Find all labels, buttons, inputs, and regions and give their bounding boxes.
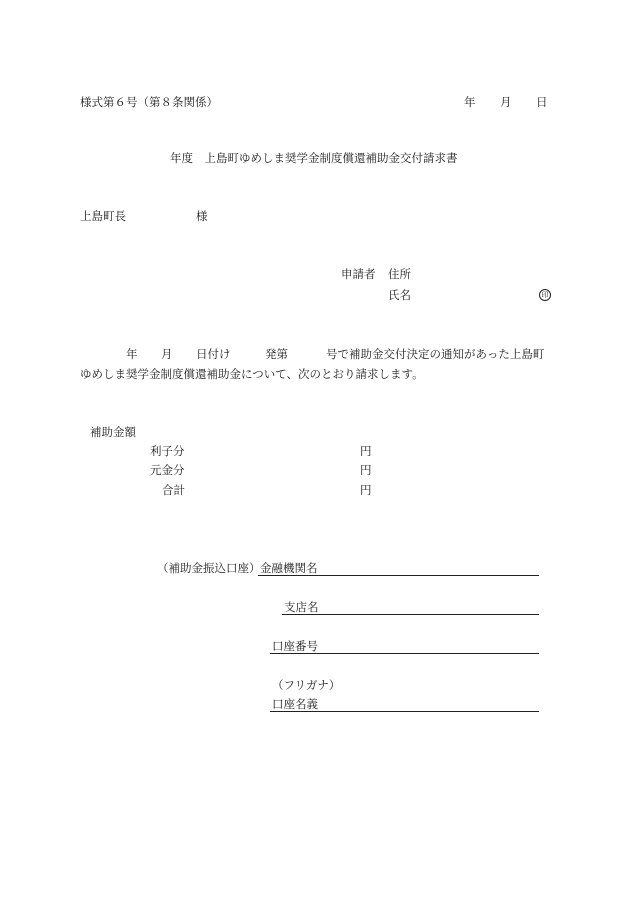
account-branch-label: 支店名 — [284, 600, 319, 614]
amount-interest-label: 利子分 — [150, 444, 185, 458]
amount-total-label: 合計 — [162, 483, 185, 497]
amount-principal-label: 元金分 — [150, 463, 185, 477]
amount-heading: 補助金額 — [90, 425, 136, 439]
applicant-role: 申請者 — [341, 267, 376, 281]
body-line1-tail: 号で補助金交付決定の通知があった上島町 — [326, 347, 545, 361]
account-number-line — [270, 653, 539, 654]
date-year-label: 年 — [464, 95, 476, 109]
applicant-address-label: 住所 — [388, 267, 411, 281]
account-bank-name-label: 金融機関名 — [260, 561, 318, 575]
body-line2: ゆめしま奨学金制度償還補助金について、次のとおり請求します。 — [80, 367, 424, 381]
account-number-label: 口座番号 — [272, 639, 318, 653]
body-month: 月 — [161, 347, 173, 361]
applicant-name-label: 氏名 — [388, 288, 411, 302]
document-title: 年度 上島町ゆめしま奨学金制度償還補助金交付請求書 — [170, 151, 458, 165]
amount-principal-yen: 円 — [360, 463, 372, 477]
account-branch-line — [282, 614, 539, 615]
body-year: 年 — [126, 347, 138, 361]
account-holder-label: 口座名義 — [272, 697, 318, 711]
account-holder-line — [270, 711, 539, 712]
body-issue: 発第 — [265, 347, 288, 361]
body-dated: 日付け — [196, 347, 231, 361]
addressee-honorific: 様 — [196, 209, 208, 223]
addressee-name: 上島町長 — [80, 209, 126, 223]
account-furigana-label: （フリガナ） — [272, 678, 341, 692]
date-month-label: 月 — [500, 95, 512, 109]
seal-mark: 印 — [539, 289, 551, 301]
account-bank-name-line — [258, 575, 539, 576]
form-number: 様式第６号（第８条関係） — [80, 95, 218, 109]
date-day-label: 日 — [536, 95, 548, 109]
amount-interest-yen: 円 — [360, 444, 372, 458]
amount-total-yen: 円 — [360, 483, 372, 497]
account-section-label: （補助金振込口座） — [157, 561, 261, 575]
